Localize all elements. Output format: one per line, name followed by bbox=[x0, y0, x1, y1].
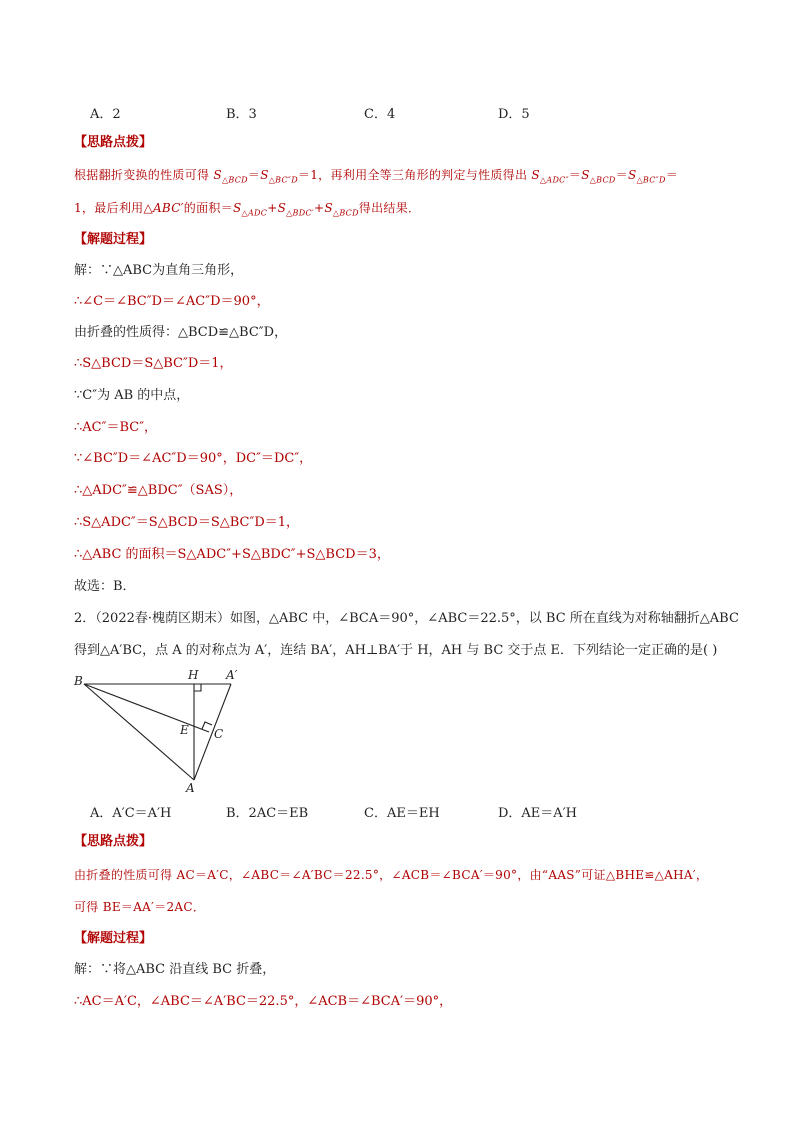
option-d: D．5 bbox=[498, 107, 530, 122]
segment-bc bbox=[84, 684, 209, 732]
label-c: C bbox=[214, 727, 224, 741]
q1-solution-line: ∵C″为 AB 的中点， bbox=[74, 388, 190, 403]
q2-solution-line: ∴AC＝A′C，∠ABC＝∠A′BC＝22.5°，∠ACB＝∠BCA′＝90°， bbox=[74, 994, 453, 1009]
label-a: A bbox=[186, 781, 195, 794]
option-b: B．3 bbox=[226, 107, 257, 122]
label-a-prime: A′ bbox=[226, 668, 238, 682]
process-heading: 【解题过程】 bbox=[74, 931, 153, 946]
q2-hint-line2: 可得 BE＝AA′＝2AC． bbox=[74, 900, 206, 914]
option-b: B．2AC＝EB bbox=[226, 806, 309, 821]
hint-heading: 【思路点拨】 bbox=[74, 135, 153, 150]
q2-stem-line2: 得到△A′BC，点 A 的对称点为 A′，连结 BA′，AH⊥BA′于 H，AH 与 BC 交于点 E．下列结论一定正确的是( ) bbox=[74, 643, 718, 658]
q2-hint-line1: 由折叠的性质可得 AC＝A′C，∠ABC＝∠A′BC＝22.5°，∠ACB＝∠BCA′＝90°，由“AAS”可证△BHE≌△AHA′， bbox=[74, 868, 709, 882]
q1-solution-line: ∴S△BCD＝S△BC″D＝1， bbox=[74, 356, 233, 371]
q1-solution-line: 由折叠的性质得：△BCD≌△BC″D， bbox=[74, 325, 288, 340]
q2-geometry-figure bbox=[66, 664, 256, 794]
process-heading: 【解题过程】 bbox=[74, 232, 153, 247]
right-angle-mark bbox=[202, 722, 212, 729]
segment-a-prime-a bbox=[194, 684, 231, 780]
q1-hint-line2: 1，最后利用△ABC′的面积$=S_{\triangle ADC}+S_{\triangle BDC'}+S_{\triangle BCD}$得出结果． bbox=[74, 201, 421, 218]
label-b: B bbox=[74, 674, 83, 688]
q2-solution-line: 解：∵将△ABC 沿直线 BC 折叠， bbox=[74, 962, 276, 977]
q1-solution-line: 解：∵△ABC为直角三角形， bbox=[74, 263, 244, 278]
q1-solution-line: ∴△ADC″≌△BDC″（SAS）， bbox=[74, 483, 243, 498]
q1-solution-line: ∴S△ADC″＝S△BCD＝S△BC″D＝1， bbox=[74, 515, 300, 530]
q2-stem-line1: 2．（2022春·槐荫区期末）如图，△ABC 中，∠BCA＝90°，∠ABC＝22.5°，以 BC 所在直线为对称轴翻折△ABC bbox=[74, 611, 739, 626]
q1-solution-line: ∵∠BC″D＝∠AC″D＝90°，DC″＝DC″， bbox=[74, 451, 313, 466]
option-a: A．A′C＝A′H bbox=[90, 806, 172, 821]
q1-solution-line: ∴∠C＝∠BC″D＝∠AC″D＝90°， bbox=[74, 294, 270, 309]
right-angle-mark-h bbox=[194, 684, 201, 691]
q1-solution-line: 故选：B． bbox=[74, 579, 136, 594]
option-c: C．4 bbox=[364, 107, 396, 122]
q1-solution-line: ∴△ABC 的面积＝S△ADC″+S△BDC″+S△BCD＝3， bbox=[74, 547, 390, 562]
label-e: E bbox=[180, 723, 189, 737]
option-c: C．AE＝EH bbox=[364, 806, 440, 821]
option-a: A．2 bbox=[90, 107, 121, 122]
q1-solution-line: ∴AC″＝BC″， bbox=[74, 420, 158, 435]
segment-ba bbox=[84, 684, 194, 780]
label-h: H bbox=[188, 668, 199, 682]
hint-heading: 【思路点拨】 bbox=[74, 834, 153, 849]
option-d: D．AE＝A′H bbox=[498, 806, 577, 821]
q1-hint-line1: 根据翻折变换的性质可得 $S_{\triangle BCD}=S_{\triangle BC''D}=1$，再利用全等三角形的判定与性质得出 $S_{\triangle ADC''}=S_{\triangle BCD}=S_{\triangle BC''D}=$ bbox=[74, 168, 678, 185]
